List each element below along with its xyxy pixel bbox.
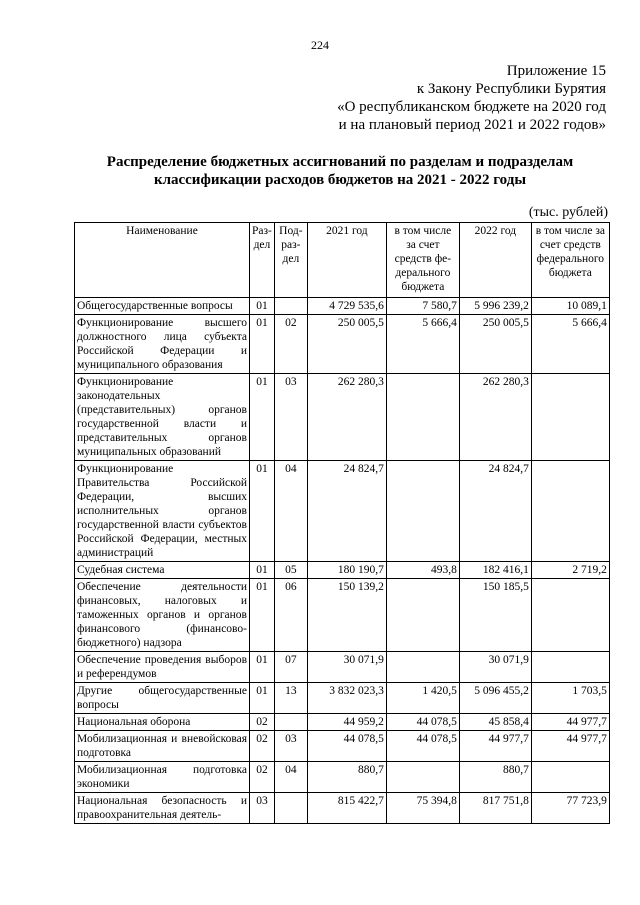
row-fed-2022: 77 723,9 — [531, 793, 609, 824]
header-2021: 2021 год — [307, 223, 386, 298]
row-value-2022: 262 280,3 — [459, 374, 531, 461]
row-name: Общегосударственные вопросы — [75, 298, 250, 315]
row-value-2022: 24 824,7 — [459, 461, 531, 562]
table-row — [75, 731, 610, 762]
row-value-2021: 44 959,2 — [307, 714, 386, 731]
row-section: 01 — [250, 298, 275, 315]
row-subsection — [274, 793, 307, 824]
table-header-row — [75, 223, 610, 298]
row-section: 01 — [250, 315, 275, 374]
row-section: 02 — [250, 762, 275, 793]
row-subsection: 06 — [274, 579, 307, 652]
row-value-2022: 30 071,9 — [459, 652, 531, 683]
row-value-2021: 30 071,9 — [307, 652, 386, 683]
row-section: 02 — [250, 714, 275, 731]
row-name: Национальная безопасность и правоохранительная деятель- — [75, 793, 250, 824]
row-fed-2022 — [531, 461, 609, 562]
row-subsection: 02 — [274, 315, 307, 374]
row-name: Национальная оборона — [75, 714, 250, 731]
row-section: 02 — [250, 731, 275, 762]
row-fed-2022: 44 977,7 — [531, 714, 609, 731]
row-subsection: 13 — [274, 683, 307, 714]
row-subsection — [274, 714, 307, 731]
row-fed-2021: 44 078,5 — [386, 714, 459, 731]
row-value-2022: 44 977,7 — [459, 731, 531, 762]
table-row — [75, 793, 610, 824]
row-fed-2021: 75 394,8 — [386, 793, 459, 824]
table-row — [75, 714, 610, 731]
row-value-2022: 150 185,5 — [459, 579, 531, 652]
row-name: Мобилизационная и вневойсковая подготовка — [75, 731, 250, 762]
row-fed-2022: 44 977,7 — [531, 731, 609, 762]
row-value-2021: 180 190,7 — [307, 562, 386, 579]
row-name: Функционирование Правительства Российской Федерации, высших исполнительных органов государственной власти субъектов Российской Федерации, местных администраций — [75, 461, 250, 562]
row-subsection: 07 — [274, 652, 307, 683]
table-row — [75, 562, 610, 579]
table-row — [75, 374, 610, 461]
row-fed-2021: 1 420,5 — [386, 683, 459, 714]
row-fed-2022 — [531, 374, 609, 461]
header-subsection: Под-раз-дел — [274, 223, 307, 298]
row-name: Функционирование высшего должностного лица субъекта Российской Федерации и муниципального образования — [75, 315, 250, 374]
row-subsection: 04 — [274, 762, 307, 793]
row-fed-2022 — [531, 652, 609, 683]
row-subsection: 05 — [274, 562, 307, 579]
row-value-2021: 150 139,2 — [307, 579, 386, 652]
row-name: Мобилизационная подготовка экономики — [75, 762, 250, 793]
row-fed-2021 — [386, 374, 459, 461]
appendix-block — [337, 62, 606, 134]
row-value-2022: 250 005,5 — [459, 315, 531, 374]
units-label: (тыс. рублей) — [528, 205, 608, 220]
row-section: 01 — [250, 683, 275, 714]
row-section: 01 — [250, 652, 275, 683]
row-name: Обеспечение деятельности финансовых, налоговых и таможенных органов и органов финансового (финансово-бюджетного) надзора — [75, 579, 250, 652]
row-value-2022: 182 416,1 — [459, 562, 531, 579]
table-row — [75, 298, 610, 315]
page-number: 224 — [311, 38, 329, 52]
row-name: Судебная система — [75, 562, 250, 579]
title-line-1: Распределение бюджетных ассигнований по разделам и подразделам — [106, 154, 574, 170]
row-fed-2022: 5 666,4 — [531, 315, 609, 374]
header-section: Раз-дел — [250, 223, 275, 298]
table-row — [75, 579, 610, 652]
row-section: 01 — [250, 562, 275, 579]
row-fed-2021: 5 666,4 — [386, 315, 459, 374]
row-section: 03 — [250, 793, 275, 824]
row-section: 01 — [250, 374, 275, 461]
row-fed-2021 — [386, 579, 459, 652]
row-subsection: 04 — [274, 461, 307, 562]
row-fed-2022 — [531, 579, 609, 652]
row-fed-2021 — [386, 762, 459, 793]
row-name: Другие общегосударственные вопросы — [75, 683, 250, 714]
appendix-line-1: Приложение 15 — [506, 63, 606, 79]
row-name: Обеспечение проведения выборов и референдумов — [75, 652, 250, 683]
row-value-2022: 5 096 455,2 — [459, 683, 531, 714]
title-line-2: классификации расходов бюджетов на 2021 - 2022 годы — [153, 172, 527, 188]
header-2022: 2022 год — [459, 223, 531, 298]
row-value-2021: 24 824,7 — [307, 461, 386, 562]
header-name: Наименование — [75, 223, 250, 298]
row-value-2022: 817 751,8 — [459, 793, 531, 824]
document-title — [70, 153, 610, 189]
row-value-2022: 45 858,4 — [459, 714, 531, 731]
row-value-2021: 250 005,5 — [307, 315, 386, 374]
header-fed-2021: в том числе за счет средств фе-дерального бюджета — [386, 223, 459, 298]
row-value-2021: 262 280,3 — [307, 374, 386, 461]
row-value-2022: 880,7 — [459, 762, 531, 793]
row-value-2021: 815 422,7 — [307, 793, 386, 824]
table-row — [75, 315, 610, 374]
row-fed-2022: 10 089,1 — [531, 298, 609, 315]
appendix-line-2: к Закону Республики Бурятия — [416, 81, 606, 97]
row-fed-2021: 493,8 — [386, 562, 459, 579]
row-value-2021: 3 832 023,3 — [307, 683, 386, 714]
row-fed-2021: 44 078,5 — [386, 731, 459, 762]
row-value-2021: 4 729 535,6 — [307, 298, 386, 315]
table-body — [75, 298, 610, 824]
table-row — [75, 762, 610, 793]
row-fed-2021 — [386, 461, 459, 562]
row-fed-2022: 1 703,5 — [531, 683, 609, 714]
row-fed-2022 — [531, 762, 609, 793]
appendix-line-4: и на плановый период 2021 и 2022 годов» — [338, 117, 606, 133]
row-value-2021: 44 078,5 — [307, 731, 386, 762]
row-subsection — [274, 298, 307, 315]
row-value-2021: 880,7 — [307, 762, 386, 793]
table-row — [75, 683, 610, 714]
row-value-2022: 5 996 239,2 — [459, 298, 531, 315]
budget-table — [74, 222, 610, 824]
header-fed-2022: в том числе за счет средств федерального бюджета — [531, 223, 609, 298]
row-subsection: 03 — [274, 374, 307, 461]
row-section: 01 — [250, 461, 275, 562]
table-row — [75, 652, 610, 683]
table-row — [75, 461, 610, 562]
appendix-line-3: «О республиканском бюджете на 2020 год — [337, 99, 606, 115]
row-name: Функционирование законодательных (представительных) органов государственной власти и представительных органов муниципальных образований — [75, 374, 250, 461]
row-subsection: 03 — [274, 731, 307, 762]
row-fed-2021: 7 580,7 — [386, 298, 459, 315]
row-fed-2021 — [386, 652, 459, 683]
row-section: 01 — [250, 579, 275, 652]
row-fed-2022: 2 719,2 — [531, 562, 609, 579]
